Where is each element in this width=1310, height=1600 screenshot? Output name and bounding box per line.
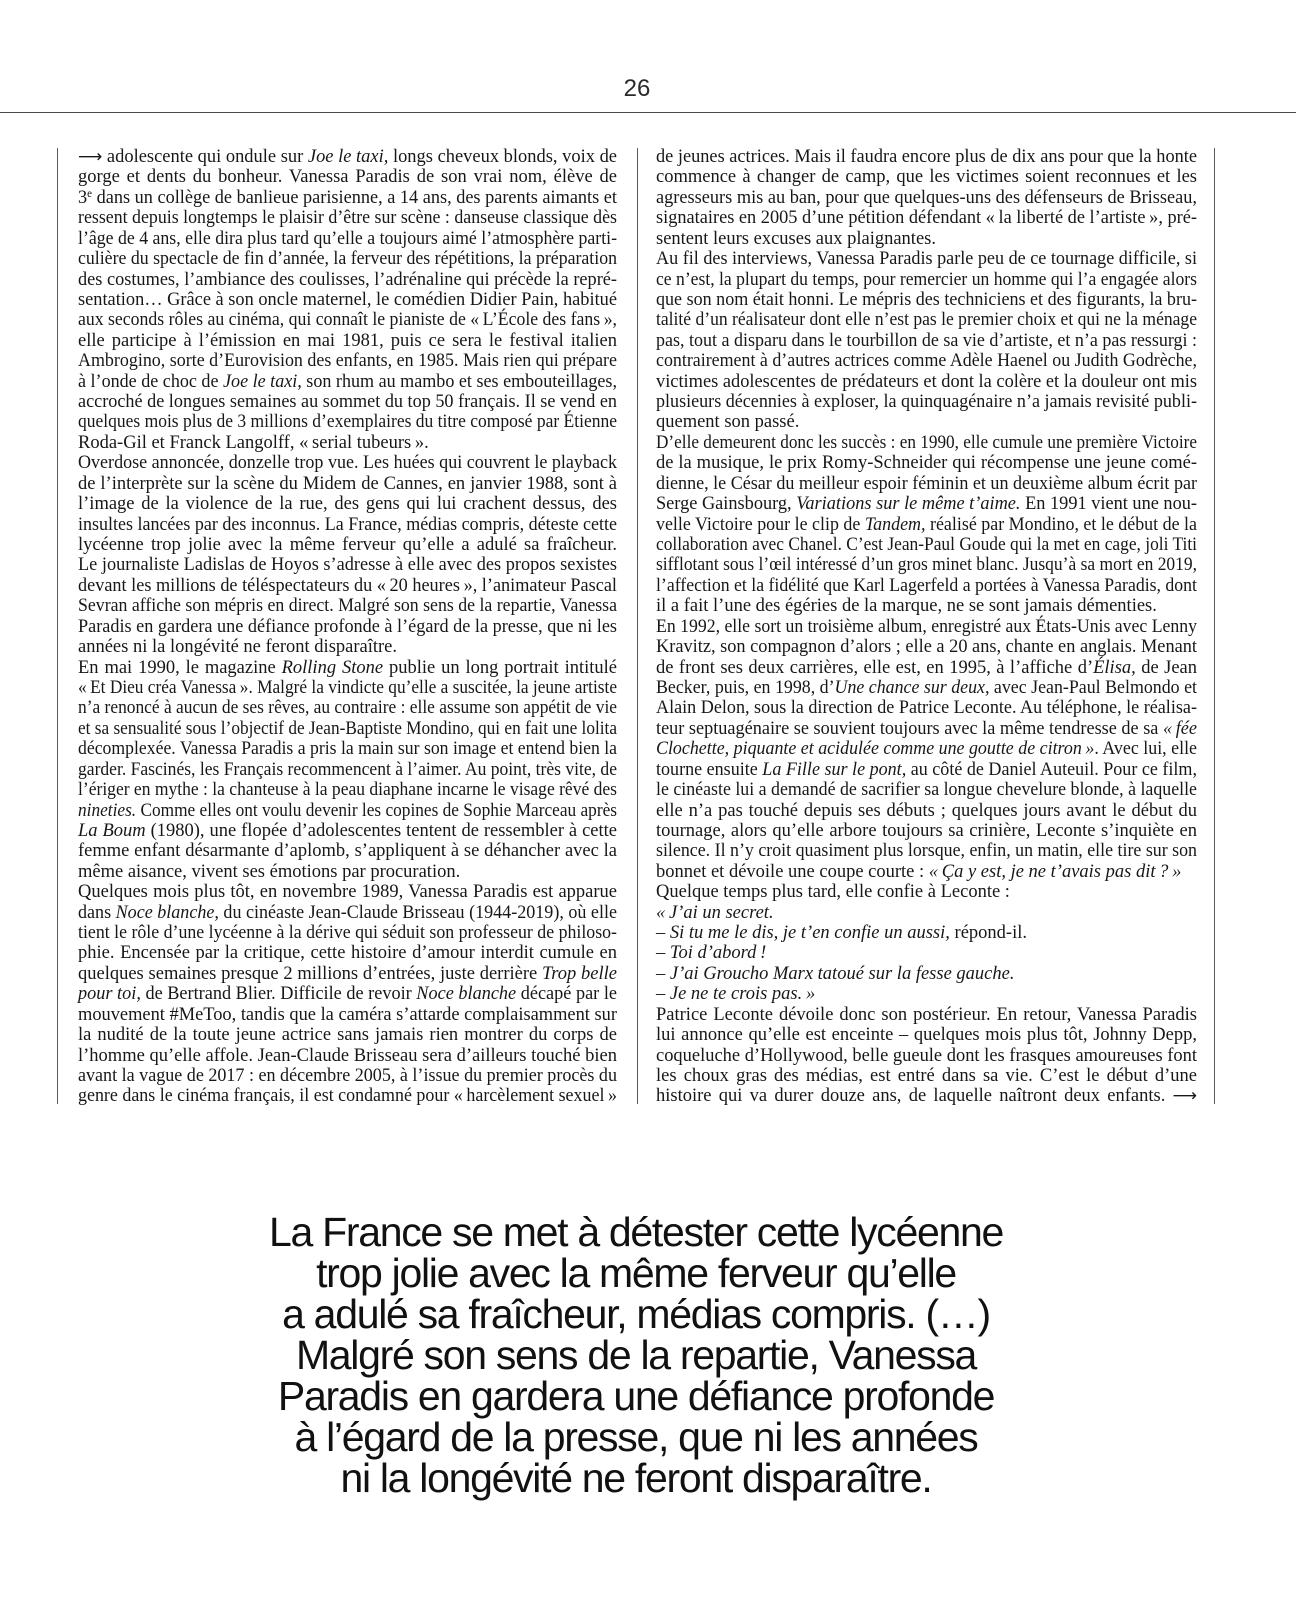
paragraph xyxy=(656,617,1197,882)
text-run: agresseurs mis au ban, pour que quelques-uns des défenseurs de Brisseau, xyxy=(656,187,1197,208)
text-run: décapé par le xyxy=(516,984,617,1005)
text-line xyxy=(656,535,1197,555)
paragraph xyxy=(656,882,1197,902)
column-rule-right xyxy=(1214,148,1215,1104)
text-line xyxy=(656,290,1197,310)
text-run: réalisé par Mondino, et le début de la xyxy=(925,514,1197,535)
text-line xyxy=(656,555,1197,575)
text-line xyxy=(78,760,617,780)
text-run: pas, tout a disparu dans le tourbillon de sa vie d’artiste, et n’a pas ressurgi : xyxy=(656,330,1197,351)
text-run: teur septuagénaire se souvient toujours avec la même tendresse de sa xyxy=(656,718,1163,739)
text-line xyxy=(78,698,617,718)
text-run: histoire qui va durer douze ans, de laquelle naîtront deux enfants. xyxy=(656,1086,1173,1107)
text-line xyxy=(656,943,1197,963)
italic-text: « Ça y est, je ne t’avais pas dit ? » xyxy=(928,861,1182,882)
text-line xyxy=(656,923,1197,943)
text-run: contrairement à d’autres actrices comme Adèle Haenel ou Judith Godrèche, xyxy=(656,351,1197,372)
text-run: Le journaliste Ladislas de Hoyos s’adresse à elle avec des propos sexistes xyxy=(78,555,617,576)
column-rule-center xyxy=(637,148,638,1104)
text-line xyxy=(656,331,1197,351)
text-line xyxy=(656,760,1197,780)
text-line xyxy=(78,862,617,882)
text-line xyxy=(656,147,1197,167)
text-run: culière du spectacle de fin d’année, la ferveur des répétitions, la préparation xyxy=(78,249,617,270)
text-line xyxy=(78,290,617,310)
text-line xyxy=(656,576,1197,596)
text-line xyxy=(656,433,1197,453)
italic-text: pour toi, xyxy=(78,984,141,1005)
text-run: le cinéaste lui a demandé de sacrifier sa longue chevelure blonde, à laquelle xyxy=(656,780,1197,801)
text-line xyxy=(656,474,1197,494)
text-run: En 1991 vient une nou- xyxy=(1020,494,1197,515)
text-line xyxy=(656,698,1197,718)
text-line xyxy=(78,249,617,269)
italic-text: Élisa, xyxy=(1093,657,1136,678)
italic-text: Noce blanche xyxy=(416,984,517,1005)
text-run: garder. Fascinés, les Français recommencent à l’aimer. Au point, très vite, de xyxy=(78,759,617,780)
text-line xyxy=(78,555,617,575)
text-run: tournage, alors qu’elle arbore toujours sa crinière, Leconte s’inquiète en xyxy=(656,820,1197,841)
text-run: aux seconds rôles au cinéma, qui connaît le pianiste de « L’École des fans », xyxy=(78,310,617,331)
text-run: longs cheveux blonds, voix de xyxy=(388,147,617,167)
text-line xyxy=(656,515,1197,535)
text-line xyxy=(78,841,617,861)
text-line xyxy=(78,494,617,514)
text-line xyxy=(78,1005,617,1025)
italic-text: Noce blanche, xyxy=(115,902,219,923)
text-run: Alain Delon, sous la direction de Patrice Leconte. Au téléphone, le réalisa- xyxy=(656,698,1197,719)
text-line xyxy=(656,984,1197,1004)
italic-text: Clochette, piquante et acidulée comme une goutte de citron » xyxy=(656,739,1095,760)
text-run: publie un long portrait intitulé xyxy=(383,657,617,678)
text-run: quement son passé. xyxy=(656,412,800,433)
text-line xyxy=(656,392,1197,412)
text-line xyxy=(656,249,1197,269)
text-run: gorge et dents du bonheur. Vanessa Paradis de son vrai nom, élève de xyxy=(78,167,617,188)
paragraph xyxy=(78,882,617,1107)
pull-quote-line: a adulé sa fraîcheur, médias compris. (…) xyxy=(282,1291,990,1337)
paragraph xyxy=(656,984,1197,1004)
text-run: lui annonce qu’elle est enceinte – quelques mois plus tôt, Johnny Depp, xyxy=(656,1025,1197,1046)
pull-quote-line: à l’égard de la presse, que ni les années xyxy=(294,1414,978,1460)
text-line xyxy=(78,984,617,1004)
text-run: décomplexée. Vanessa Paradis a pris la main sur son image et entend bien la xyxy=(78,739,617,760)
text-line xyxy=(78,576,617,596)
text-run: l’âge de 4 ans, elle dira plus tard qu’elle a toujours aimé l’atmosphère parti- xyxy=(78,228,617,249)
italic-text: « J’ai un secret. xyxy=(656,902,774,923)
italic-text: – Je ne te crois pas. » xyxy=(656,984,816,1005)
text-line xyxy=(78,617,617,637)
text-run: En 1992, elle sort un troisième album, enregistré aux États-Unis avec Lenny xyxy=(656,616,1197,637)
text-run: ressent depuis longtemps le plaisir d’être sur scène : danseuse classique dès xyxy=(78,208,617,229)
text-run: dans un collège de banlieue parisienne, a 14 ans, des parents aimants et xyxy=(92,187,617,208)
italic-text: Rolling Stone xyxy=(281,657,384,678)
text-line xyxy=(78,372,617,392)
text-line xyxy=(656,494,1197,514)
article-column-left xyxy=(78,147,617,1107)
italic-text: Tandem, xyxy=(864,514,926,535)
italic-text: nineties. xyxy=(78,800,137,821)
text-line xyxy=(78,351,617,371)
text-run: Paradis en gardera une défiance profonde à l’égard de la presse, que ni les xyxy=(78,616,617,637)
text-run: son rhum au mambo et ses embouteillages, xyxy=(301,371,617,392)
text-run: années ni la longévité ne feront disparaître. xyxy=(78,637,397,658)
text-run: ce n’est, la plupart du temps, pour remercier un homme qui l’a engagée alors xyxy=(656,269,1197,290)
text-line xyxy=(78,903,617,923)
text-line xyxy=(78,147,617,167)
text-line xyxy=(656,617,1197,637)
text-line xyxy=(78,882,617,902)
text-line xyxy=(78,923,617,943)
text-line xyxy=(656,1005,1197,1025)
italic-text: – Toi d’abord ! xyxy=(656,943,767,964)
text-line xyxy=(656,351,1197,371)
text-line xyxy=(78,780,617,800)
text-line xyxy=(656,310,1197,330)
italic-text: Variations sur le même t’aime. xyxy=(796,494,1021,515)
italic-text: Une chance sur deux, xyxy=(834,677,990,698)
text-run: Quelques mois plus tôt, en novembre 1989, Vanessa Paradis est apparue xyxy=(78,882,617,903)
text-line xyxy=(656,412,1197,432)
paragraph xyxy=(656,943,1197,963)
text-run: collaboration avec Chanel. C’est Jean-Paul Goude qui la met en cage, joli Titi xyxy=(656,535,1197,556)
text-line xyxy=(656,739,1197,759)
text-line xyxy=(78,270,617,290)
text-run: avec Jean-Paul Belmondo et xyxy=(989,677,1197,698)
text-line xyxy=(656,1086,1197,1106)
paragraph xyxy=(656,249,1197,433)
text-line xyxy=(656,841,1197,861)
text-line xyxy=(656,780,1197,800)
text-line xyxy=(656,862,1197,882)
header-rule xyxy=(0,112,1296,113)
paragraph xyxy=(78,453,617,657)
text-line xyxy=(656,188,1197,208)
italic-text: – Si tu me le dis, je t’en confie un aussi, xyxy=(656,923,950,944)
paragraph xyxy=(656,433,1197,617)
text-run: des costumes, l’ambiance des coulisses, l’adrénaline qui précède la repré- xyxy=(78,269,617,290)
text-run: commence à changer de camp, que les victimes soient reconnues et les xyxy=(656,167,1197,188)
text-run: insultes lancées par des inconnus. La France, médias compris, déteste cette xyxy=(78,514,617,535)
text-run: (1980), une flopée d’adolescentes tentent de ressembler à cette xyxy=(145,820,618,841)
text-run: la nudité de la toute jeune actrice sans jamais rien montrer du corps de xyxy=(78,1025,617,1046)
continuation-arrow-icon: ⟶ xyxy=(1172,1086,1197,1107)
text-line xyxy=(78,208,617,228)
text-line xyxy=(78,310,617,330)
text-run: adolescente qui ondule sur xyxy=(102,147,308,167)
text-line xyxy=(78,1086,617,1106)
text-line xyxy=(78,1066,617,1086)
text-run: sentent leurs excuses aux plaignantes. xyxy=(656,228,936,249)
text-line xyxy=(78,188,617,208)
text-line xyxy=(78,515,617,535)
text-run: Becker, puis, en 1998, d’ xyxy=(656,677,835,698)
text-run: l’affection et la fidélité que Karl Lagerfeld a portées à Vanessa Paradis, dont xyxy=(656,575,1197,596)
text-run: victimes adolescentes de prédateurs et dont la colère et la douleur ont mis xyxy=(656,371,1197,392)
text-run: accroché de longues semaines au sommet du top 50 français. Il se vend en xyxy=(78,392,617,413)
text-run: de front ses deux carrières, elle est, en 1995, à l’affiche d’ xyxy=(656,657,1094,678)
paragraph xyxy=(656,923,1197,943)
text-line xyxy=(78,412,617,432)
text-run: signataires en 2005 d’une pétition défendant « la liberté de l’artiste », pré- xyxy=(656,208,1197,229)
pull-quote-line: Paradis en gardera une défiance profonde xyxy=(277,1373,995,1419)
text-run: à l’onde de choc de xyxy=(78,371,224,392)
text-run: Roda-Gil et Franck Langolff, « serial tubeurs ». xyxy=(78,432,429,453)
text-run: tient le rôle d’une lycéenne à la dérive qui séduit son professeur de philoso- xyxy=(78,923,617,944)
text-run: de Bertrand Blier. Difficile de revoir xyxy=(140,984,417,1005)
text-line xyxy=(78,964,617,984)
text-run: sentation… Grâce à son oncle maternel, le comédien Didier Pain, habitué xyxy=(78,289,617,310)
text-run: et sa sensualité sous l’objectif de Jean-Baptiste Mondino, qui en fait une lolita xyxy=(78,718,617,739)
text-run: talité d’un réalisateur dont elle n’est pas le premier choix et qui ne la ménage xyxy=(656,310,1197,331)
text-run: quelques semaines presque 2 millions d’entrées, juste derrière xyxy=(78,963,542,984)
text-line xyxy=(656,719,1197,739)
text-run: avant la vague de 2017 : en décembre 2005, à l’issue du premier procès du xyxy=(78,1065,617,1086)
text-line xyxy=(656,678,1197,698)
text-line xyxy=(656,1066,1197,1086)
text-line xyxy=(78,658,617,678)
italic-text: Joe le taxi, xyxy=(307,147,389,167)
text-run: silence. Il n’y croit quasiment plus lorsque, enfin, un matin, elle tire sur son xyxy=(656,841,1197,862)
italic-text: – J’ai Groucho Marx tatoué sur la fesse gauche. xyxy=(656,963,1015,984)
text-line xyxy=(78,474,617,494)
paragraph xyxy=(78,147,617,453)
text-run: dienne, le César du meilleur espoir féminin et un deuxième album écrit par xyxy=(656,473,1197,494)
text-line xyxy=(78,331,617,351)
text-line xyxy=(78,821,617,841)
pull-quote xyxy=(0,1209,1272,1501)
text-line xyxy=(656,903,1197,923)
text-line xyxy=(656,596,1197,616)
text-line xyxy=(78,943,617,963)
text-run: femme enfant désarmante d’aplomb, s’appliquent à se déhancher avec la xyxy=(78,841,617,862)
text-line xyxy=(78,229,617,249)
text-run: elle participe à l’émission en mai 1981, puis ce sera le festival italien xyxy=(78,330,617,351)
text-run: sifflotant sous l’œil intéressé d’un gros minet blanc. Jusqu’à sa mort en 2019, xyxy=(656,555,1197,576)
text-line xyxy=(78,801,617,821)
text-line xyxy=(656,658,1197,678)
text-run: de Jean xyxy=(1135,657,1197,678)
text-run: de l’interprète sur la scène du Midem de Cannes, en janvier 1988, sont à xyxy=(78,473,617,494)
text-run: En mai 1990, le magazine xyxy=(78,657,282,678)
text-line xyxy=(78,535,617,555)
text-line xyxy=(656,637,1197,657)
text-line xyxy=(78,637,617,657)
article-column-right xyxy=(656,147,1197,1107)
text-line xyxy=(78,453,617,473)
pull-quote-line: La France se met à détester cette lycéenne xyxy=(269,1209,1003,1255)
text-run: « Et Dieu créa Vanessa ». Malgré la vindicte qu’elle a suscitée, la jeune artiste xyxy=(78,677,617,698)
text-run: lycéenne trop jolie avec la même ferveur qu’elle a adulé sa fraîcheur. xyxy=(78,535,617,556)
text-run: n’a renoncé à aucun de ses rêves, au contraire : elle assume son appétit de vie xyxy=(78,698,617,719)
italic-text: La Boum xyxy=(78,820,146,841)
text-run: mouvement #MeToo, tandis que la caméra s’attarde complaisamment sur xyxy=(78,1004,617,1025)
text-line xyxy=(656,208,1197,228)
text-run: velle Victoire pour le clip de xyxy=(656,514,865,535)
text-line xyxy=(78,596,617,616)
text-run: Sevran affiche son mépris en direct. Malgré son sens de la repartie, Vanessa xyxy=(78,596,617,617)
paragraph xyxy=(78,658,617,883)
text-run: bonnet et dévoile une coupe courte : xyxy=(656,861,929,882)
text-run: les choux gras des médias, est entré dans sa vie. C’est le début d’une xyxy=(656,1065,1197,1086)
text-run: tourne ensuite xyxy=(656,759,763,780)
text-run: Patrice Leconte dévoile donc son postérieur. En retour, Vanessa Paradis xyxy=(656,1004,1197,1025)
text-line xyxy=(656,801,1197,821)
italic-text: Trop belle xyxy=(542,963,617,984)
continuation-arrow-icon: ⟶ xyxy=(78,147,103,167)
text-run: phie. Encensée par la critique, cette histoire d’amour interdit cumule en xyxy=(78,943,617,964)
page-number: 26 xyxy=(623,75,651,102)
text-run: Kravitz, son compagnon d’alors ; elle a 20 ans, chante en anglais. Menant xyxy=(656,637,1197,658)
text-run: que son nom était honni. Le mépris des techniciens et des figurants, la bru- xyxy=(656,289,1197,310)
text-run: elle n’a pas touché depuis ses débuts ; quelques jours avant le début du xyxy=(656,800,1197,821)
text-run: l’homme qu’elle affole. Jean-Claude Brisseau sera d’ailleurs touché bien xyxy=(78,1045,617,1066)
italic-text: La Fille sur le pont, xyxy=(762,759,907,780)
text-line xyxy=(656,882,1197,902)
text-run: Quelque temps plus tard, elle confie à Leconte : xyxy=(656,882,1010,903)
text-run: devant les millions de téléspectateurs du « 20 heures », l’animateur Pascal xyxy=(78,575,617,596)
text-line xyxy=(78,739,617,759)
text-line xyxy=(78,167,617,187)
text-run: au côté de Daniel Auteuil. Pour ce film, xyxy=(906,759,1197,780)
column-rule-left xyxy=(57,148,58,1104)
text-line xyxy=(78,392,617,412)
text-run: de la musique, le prix Romy-Schneider qui récompense une jeune comé- xyxy=(656,453,1197,474)
paragraph xyxy=(656,1005,1197,1107)
text-line xyxy=(656,821,1197,841)
superscript: e xyxy=(87,187,93,200)
text-run: l’image de la violence de la rue, des gens qui lui crachent dessus, des xyxy=(78,494,617,515)
text-run: 3 xyxy=(78,187,88,208)
text-run: l’ériger en mythe : la chanteuse à la peau diaphane incarne le visage rêvé des xyxy=(78,780,617,801)
text-line xyxy=(656,964,1197,984)
text-line xyxy=(656,453,1197,473)
italic-text: « fée xyxy=(1162,718,1197,739)
text-run: Ambrogino, sorte d’Eurovision des enfants, en 1985. Mais rien qui prépare xyxy=(78,351,617,372)
pull-quote-line: Malgré son sens de la repartie, Vanessa xyxy=(295,1332,977,1378)
text-run: Serge Gainsbourg, xyxy=(656,494,797,515)
text-run: dans xyxy=(78,902,116,923)
text-line xyxy=(656,1046,1197,1066)
text-run: Au fil des interviews, Vanessa Paradis parle peu de ce tournage difficile, si xyxy=(656,249,1197,270)
pull-quote-line: trop jolie avec la même ferveur qu’elle xyxy=(316,1250,956,1296)
text-line xyxy=(656,167,1197,187)
text-line xyxy=(78,433,617,453)
italic-text: Joe le taxi, xyxy=(223,371,302,392)
text-run: il a fait l’une des égéries de la marque, ne se sont jamais démenties. xyxy=(656,596,1157,617)
text-run: même aisance, vivent ses émotions par procuration. xyxy=(78,861,461,882)
text-line xyxy=(656,1025,1197,1045)
text-run: plusieurs décennies à exploser, la quinquagénaire n’a jamais revisité publi- xyxy=(656,392,1197,413)
text-run: du cinéaste Jean-Claude Brisseau (1944-2019), où elle xyxy=(218,902,617,923)
text-run: de jeunes actrices. Mais il faudra encore plus de dix ans pour que la honte xyxy=(656,147,1197,167)
text-run: genre dans le cinéma français, il est condamné pour « harcèlement sexuel » xyxy=(78,1086,617,1107)
text-run: Overdose annoncée, donzelle trop vue. Les huées qui couvrent le playback xyxy=(78,453,617,474)
text-run: . Avec lui, elle xyxy=(1094,739,1197,760)
text-run: répond-il. xyxy=(949,923,1027,944)
text-run: coqueluche d’Hollywood, belle gueule dont les frasques amoureuses font xyxy=(656,1045,1197,1066)
text-line xyxy=(78,1046,617,1066)
paragraph xyxy=(656,964,1197,984)
text-line xyxy=(78,719,617,739)
text-line xyxy=(78,678,617,698)
text-run: quelques mois plus de 3 millions d’exemplaires du titre composé par Étienne xyxy=(78,412,617,433)
text-line xyxy=(78,1025,617,1045)
pull-quote-line: ni la longévité ne feront disparaître. xyxy=(340,1455,932,1501)
text-run: D’elle demeurent donc les succès : en 1990, elle cumule une première Victoire xyxy=(656,432,1197,453)
text-line xyxy=(656,270,1197,290)
text-line xyxy=(656,372,1197,392)
text-run: Comme elles ont voulu devenir les copines de Sophie Marceau après xyxy=(136,800,617,821)
text-line xyxy=(656,229,1197,249)
paragraph xyxy=(656,903,1197,923)
paragraph xyxy=(656,147,1197,249)
